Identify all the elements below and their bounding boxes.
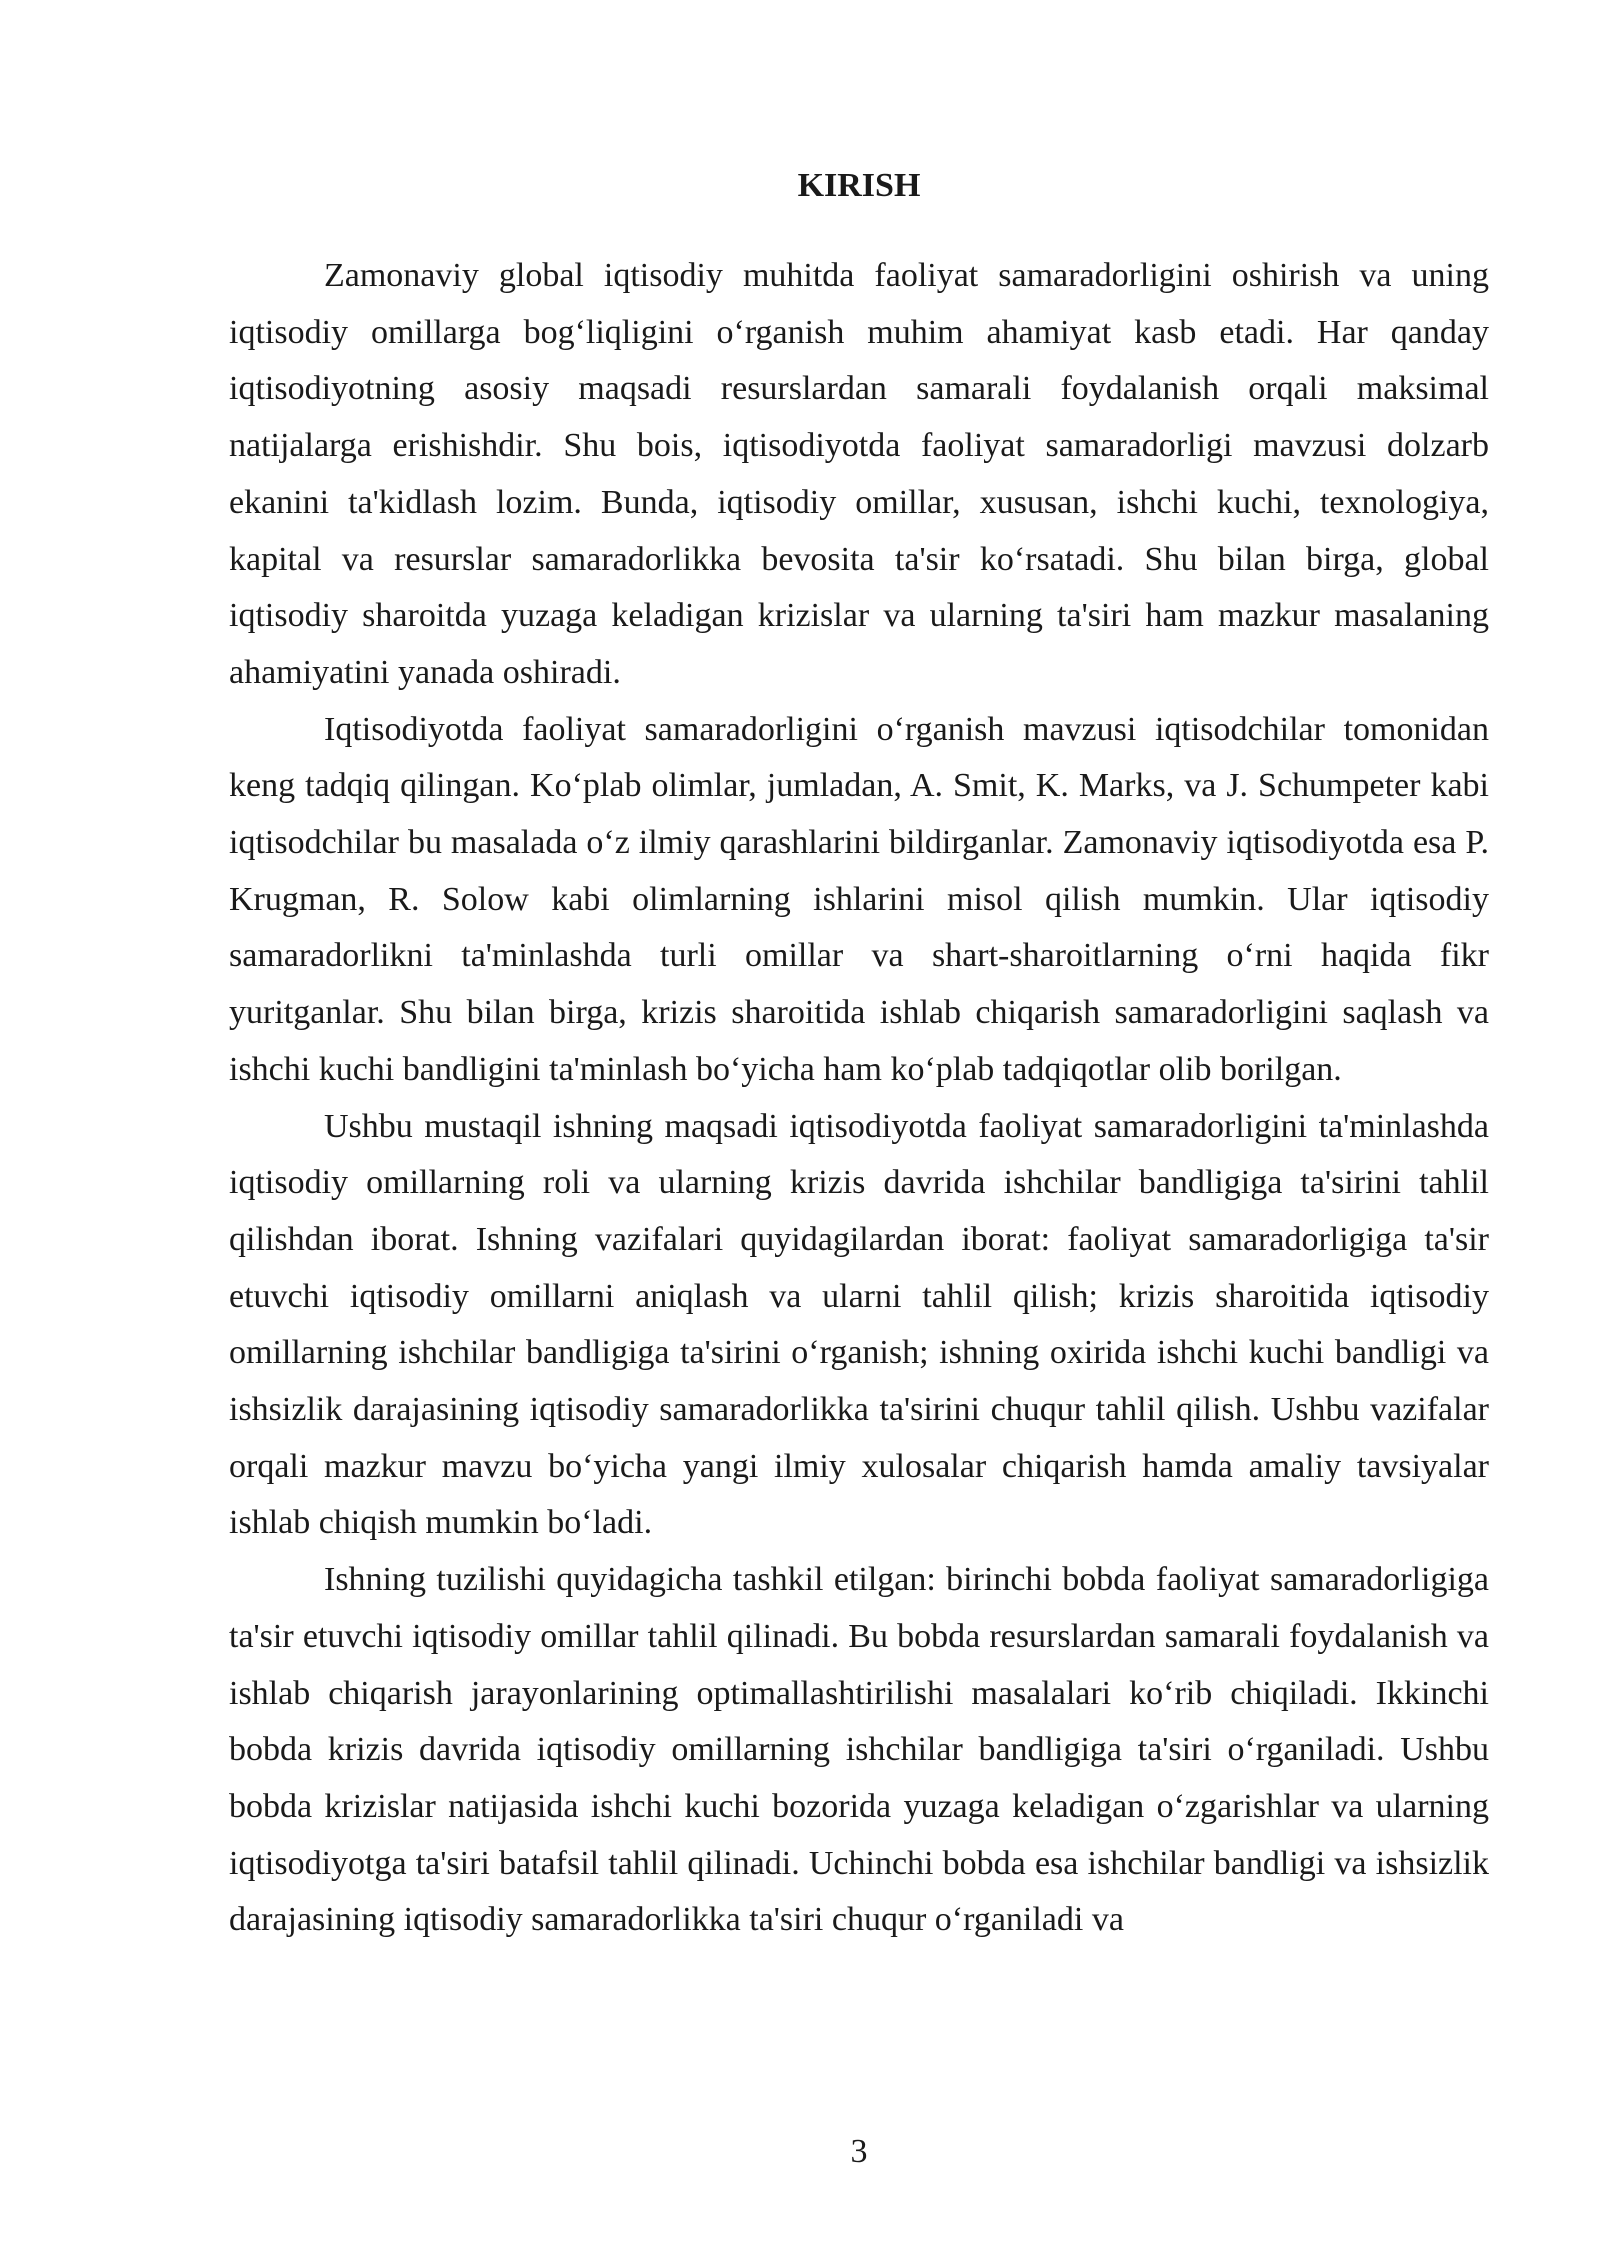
paragraph-intro: Zamonaviy global iqtisodiy muhitda faoliyat samaradorligini oshirish va uning iqtisodiy omillarga bog‘liqligini o‘rganish muhim ahamiyat kasb etadi. Har qanday iqtisodiyotning asosiy maqsadi resurslardan samarali foydalanish orqali maksimal natijalarga erishishdir. Shu bois, iqtisodiyotda faoliyat samaradorligi mavzusi dolzarb ekanini ta'kidlash lozim. Bunda, iqtisodiy omillar, xususan, ishchi kuchi, texnologiya, kapital va resurslar samaradorlikka bevosita ta'sir ko‘rsatadi. Shu bilan birga, global iqtisodiy sharoitda yuzaga keladigan krizislar va ularning ta'siri ham mazkur masalaning ahamiyatini yanada oshiradi. [229, 257, 1489, 691]
document-body [229, 248, 1489, 1949]
paragraph-objectives: Ushbu mustaqil ishning maqsadi iqtisodiyotda faoliyat samaradorligini ta'minlashda iqtisodiy omillarning roli va ularning krizis davrida ishchilar bandligiga ta'sirini tahlil qilishdan iborat. Ishning vazifalari quyidagilardan iborat: faoliyat samaradorligiga ta'sir etuvchi iqtisodiy omillarni aniqlash va ularni tahlil qilish; krizis sharoitida iqtisodiy omillarning ishchilar bandligiga ta'sirini o‘rganish; ishning oxirida ishchi kuchi bandligi va ishsizlik darajasining iqtisodiy samaradorlikka ta'sirini chuqur tahlil qilish. Ushbu vazifalar orqali mazkur mavzu bo‘yicha yangi ilmiy xulosalar chiqarish hamda amaliy tavsiyalar ishlab chiqish mumkin bo‘ladi. [229, 1107, 1489, 1542]
page-number: 3 [850, 2133, 868, 2170]
paragraph-structure: Ishning tuzilishi quyidagicha tashkil etilgan: birinchi bobda faoliyat samaradorligiga ta'sir etuvchi iqtisodiy omillar tahlil qilinadi. Bu bobda resurslardan samarali foydalanish va ishlab chiqarish jarayonlarining optimallashtirilishi masalalari ko‘rib chiqiladi. Ikkinchi bobda krizis davrida iqtisodiy omillarning ishchilar bandligiga ta'siri o‘rganiladi. Ushbu bobda krizislar natijasida ishchi kuchi bozorida yuzaga keladigan o‘zgarishlar va ularning iqtisodiyotga ta'siri batafsil tahlil qilinadi. Uchinchi bobda esa ishchilar bandligi va ishsizlik darajasining iqtisodiy samaradorlikka ta'siri chuqur o‘rganiladi va [229, 1561, 1489, 1939]
paragraph-literature-review: Iqtisodiyotda faoliyat samaradorligini o‘rganish mavzusi iqtisodchilar tomonidan keng tadqiq qilingan. Ko‘plab olimlar, jumladan, A. Smit, K. Marks, va J. Schumpeter kabi iqtisodchilar bu masalada o‘z ilmiy qarashlarini bildirganlar. Zamonaviy iqtisodiyotda esa P. Krugman, R. Solow kabi olimlarning ishlarini misol qilish mumkin. Ular iqtisodiy samaradorlikni ta'minlashda turli omillar va shart-sharoitlarning o‘rni haqida fikr yuritganlar. Shu bilan birga, krizis sharoitida ishlab chiqarish samaradorligini saqlash va ishchi kuchi bandligini ta'minlash bo‘yicha ham ko‘plab tadqiqotlar olib borilgan. [229, 710, 1489, 1088]
page-title: KIRISH [797, 167, 921, 204]
